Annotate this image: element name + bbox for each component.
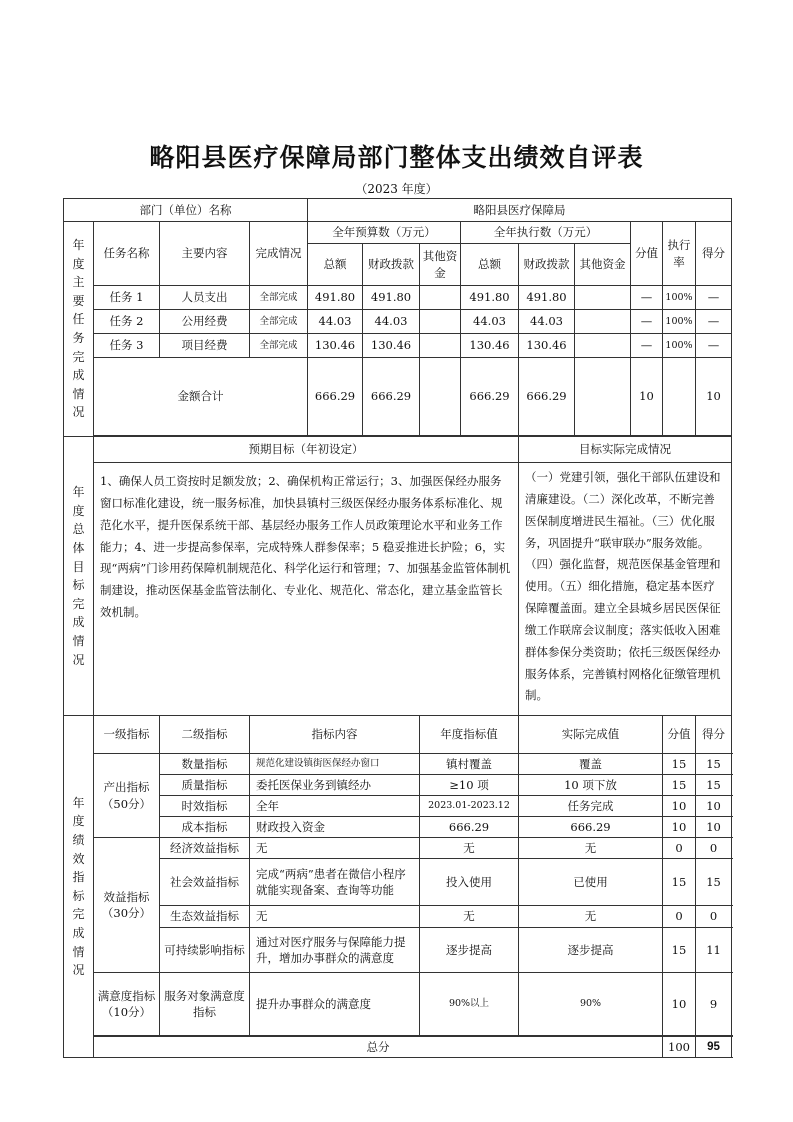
ind-value: 10 <box>663 973 696 1036</box>
budget-fiscal: 130.46 <box>363 334 420 358</box>
ind-score: 11 <box>696 928 732 973</box>
ind-target: 666.29 <box>420 817 519 838</box>
indicator-row <box>64 973 732 1036</box>
sum-exec-total: 666.29 <box>461 358 519 436</box>
ind-value: 0 <box>663 838 696 859</box>
task-rate: 100% <box>663 310 696 334</box>
ind-score: 15 <box>696 859 732 906</box>
task-name: 任务 1 <box>94 286 160 310</box>
target-header: 年度指标值 <box>420 716 519 754</box>
budget-total: 44.03 <box>308 310 363 334</box>
score-value-header: 分值 <box>631 222 663 286</box>
exec-group-header: 全年执行数（万元） <box>461 222 631 244</box>
indicators-section-label: 年 度 绩 效 指 标 完 成 情 况 <box>64 716 94 1058</box>
ind-value: 10 <box>663 796 696 817</box>
level1-header: 一级指标 <box>94 716 160 754</box>
sum-score: 10 <box>696 358 732 436</box>
exec-other-header: 其他资金 <box>575 244 631 286</box>
sum-row <box>64 358 732 436</box>
ind-content: 无 <box>250 838 420 859</box>
ind-target: 90%以上 <box>420 973 519 1036</box>
task-row <box>64 334 732 358</box>
ind-target: ≥10 项 <box>420 775 519 796</box>
total-score: 95 <box>696 1037 732 1058</box>
ind-target: 无 <box>420 906 519 928</box>
indicator-row <box>64 838 732 859</box>
actual-header: 实际完成值 <box>519 716 663 754</box>
completion-header: 完成情况 <box>250 222 308 286</box>
ind-content: 完成“两病”患者在微信小程序就能实现备案、查询等功能 <box>250 859 420 906</box>
main-content-header: 主要内容 <box>160 222 250 286</box>
actual-goal-text: （一）党建引领，强化干部队伍建设和清廉建设。（二）深化改革，不断完善医保制度增进民生福祉。（三）优化服务，巩固提升“联审联办”服务效能。（四）强化监督，规范医保基金管理和使用。（五）细化措施，稳定基本医疗保障覆盖面。建立全县城乡居民医保征缴工作联席会议制度；落实低收入困难群体参保分类资助；依托三级医保经办服务体系，完善镇村网格化征缴管理机制。 <box>519 463 732 716</box>
sum-exec-fiscal: 666.29 <box>519 358 575 436</box>
ind-value: 15 <box>663 775 696 796</box>
goals-section-label: 年 度 总 体 目 标 完 成 情 况 <box>64 437 94 716</box>
task-content: 人员支出 <box>160 286 250 310</box>
task-status: 全部完成 <box>250 334 308 358</box>
indicator-row <box>64 796 732 817</box>
budget-total: 491.80 <box>308 286 363 310</box>
budget-other <box>420 310 461 334</box>
exec-rate-header: 执行率 <box>663 222 696 286</box>
exec-other <box>575 334 631 358</box>
exec-other <box>575 310 631 334</box>
budget-total-header: 总额 <box>308 244 363 286</box>
task-score: — <box>696 286 732 310</box>
expected-goal-header: 预期目标（年初设定） <box>94 437 519 463</box>
sum-value: 10 <box>631 358 663 436</box>
task-status: 全部完成 <box>250 286 308 310</box>
exec-fiscal-header: 财政拨款 <box>519 244 575 286</box>
total-label: 总分 <box>94 1037 663 1058</box>
sum-budget-fiscal: 666.29 <box>363 358 420 436</box>
task-name: 任务 2 <box>94 310 160 334</box>
exec-total: 130.46 <box>461 334 519 358</box>
level2: 经济效益指标 <box>160 838 250 859</box>
exec-other <box>575 286 631 310</box>
exec-fiscal: 491.80 <box>519 286 575 310</box>
value-header: 分值 <box>663 716 696 754</box>
ind-content: 全年 <box>250 796 420 817</box>
ind-actual: 无 <box>519 838 663 859</box>
ind-actual: 逐步提高 <box>519 928 663 973</box>
budget-fiscal-header: 财政拨款 <box>363 244 420 286</box>
ind-actual: 666.29 <box>519 817 663 838</box>
ind-value: 15 <box>663 928 696 973</box>
ind-actual: 任务完成 <box>519 796 663 817</box>
dept-label: 部门（单位）名称 <box>64 199 308 222</box>
ind-score: 15 <box>696 775 732 796</box>
total-value: 100 <box>663 1037 696 1058</box>
ind-value: 15 <box>663 754 696 775</box>
level2: 时效指标 <box>160 796 250 817</box>
tasks-section-label: 年 度 主 要 任 务 完 成 情 况 <box>64 222 94 437</box>
level1-satisfaction: 满意度指标（10分） <box>94 973 160 1036</box>
ind-value: 10 <box>663 817 696 838</box>
exec-fiscal: 130.46 <box>519 334 575 358</box>
ind-content: 规范化建设镇街医保经办窗口 <box>250 754 420 775</box>
exec-fiscal: 44.03 <box>519 310 575 334</box>
self-evaluation-table <box>63 198 732 1058</box>
level2: 服务对象满意度指标 <box>160 973 250 1036</box>
ind-score: 10 <box>696 796 732 817</box>
budget-other-header: 其他资金 <box>420 244 461 286</box>
ind-score: 0 <box>696 838 732 859</box>
task-status: 全部完成 <box>250 310 308 334</box>
exec-total: 491.80 <box>461 286 519 310</box>
ind-content: 委托医保业务到镇经办 <box>250 775 420 796</box>
ind-actual: 已使用 <box>519 859 663 906</box>
ind-score: 9 <box>696 973 732 1036</box>
budget-fiscal: 44.03 <box>363 310 420 334</box>
task-score: — <box>696 334 732 358</box>
level2: 质量指标 <box>160 775 250 796</box>
ind-score: 0 <box>696 906 732 928</box>
expected-goal-text: 1、确保人员工资按时足额发放；2、确保机构正常运行；3、加强医保经办服务窗口标准化建设，统一服务标准，加快县镇村三级医保经办服务体系标准化、规范化水平，提升医保系统干部、基层经办服务工作人员政策理论水平和业务工作能力；4、进一步提高参保率，完成特殊人群参保率；5 稳妥推进长护险；6，实现“两病”门诊用药保障机制规范化、科学化运行和管理；7、加强基金监管体制机制建设，推动医保基金监管法制化、专业化、规范化、常态化，建立基金监管长效机制。 <box>94 463 519 716</box>
task-value: — <box>631 334 663 358</box>
sum-label: 金额合计 <box>94 358 308 436</box>
task-name: 任务 3 <box>94 334 160 358</box>
ind-actual: 无 <box>519 906 663 928</box>
level2: 可持续影响指标 <box>160 928 250 973</box>
ind-content: 通过对医疗服务与保障能力提升，增加办事群众的满意度 <box>250 928 420 973</box>
level2: 生态效益指标 <box>160 906 250 928</box>
ind-target: 无 <box>420 838 519 859</box>
exec-total-header: 总额 <box>461 244 519 286</box>
task-score: — <box>696 310 732 334</box>
task-value: — <box>631 310 663 334</box>
ind-target: 镇村覆盖 <box>420 754 519 775</box>
task-rate: 100% <box>663 286 696 310</box>
dept-value: 略阳县医疗保障局 <box>308 199 732 222</box>
indicator-row <box>64 754 732 775</box>
content-header: 指标内容 <box>250 716 420 754</box>
budget-total: 130.46 <box>308 334 363 358</box>
sum-budget-other <box>420 358 461 436</box>
ind-value: 15 <box>663 859 696 906</box>
budget-other <box>420 334 461 358</box>
ind-score: 10 <box>696 817 732 838</box>
ind-score-header: 得分 <box>696 716 732 754</box>
level2: 数量指标 <box>160 754 250 775</box>
task-name-header: 任务名称 <box>94 222 160 286</box>
ind-content: 无 <box>250 906 420 928</box>
ind-score: 15 <box>696 754 732 775</box>
budget-other <box>420 286 461 310</box>
sum-rate <box>663 358 696 436</box>
sum-budget-total: 666.29 <box>308 358 363 436</box>
task-row <box>64 286 732 310</box>
ind-actual: 90% <box>519 973 663 1036</box>
page-title: 略阳县医疗保障局部门整体支出绩效自评表 <box>149 143 644 172</box>
ind-content: 提升办事群众的满意度 <box>250 973 420 1036</box>
exec-total: 44.03 <box>461 310 519 334</box>
indicator-row <box>64 817 732 838</box>
indicator-row <box>64 859 732 906</box>
budget-fiscal: 491.80 <box>363 286 420 310</box>
level2-header: 二级指标 <box>160 716 250 754</box>
ind-target: 逐步提高 <box>420 928 519 973</box>
task-row <box>64 310 732 334</box>
indicator-row <box>64 775 732 796</box>
level1-output: 产出指标（50分） <box>94 754 160 838</box>
ind-value: 0 <box>663 906 696 928</box>
task-rate: 100% <box>663 334 696 358</box>
level2: 成本指标 <box>160 817 250 838</box>
task-content: 项目经费 <box>160 334 250 358</box>
indicator-row <box>64 906 732 928</box>
sum-exec-other <box>575 358 631 436</box>
level2: 社会效益指标 <box>160 859 250 906</box>
ind-content: 财政投入资金 <box>250 817 420 838</box>
task-content: 公用经费 <box>160 310 250 334</box>
total-row <box>64 1037 732 1058</box>
budget-group-header: 全年预算数（万元） <box>308 222 461 244</box>
report-year: （2023 年度） <box>355 182 438 196</box>
ind-target: 投入使用 <box>420 859 519 906</box>
ind-actual: 10 项下放 <box>519 775 663 796</box>
ind-actual: 覆盖 <box>519 754 663 775</box>
task-value: — <box>631 286 663 310</box>
indicator-row <box>64 928 732 973</box>
actual-goal-header: 目标实际完成情况 <box>519 437 732 463</box>
score-header: 得分 <box>696 222 732 286</box>
level1-benefit: 效益指标（30分） <box>94 838 160 973</box>
ind-target: 2023.01-2023.12 <box>420 796 519 817</box>
